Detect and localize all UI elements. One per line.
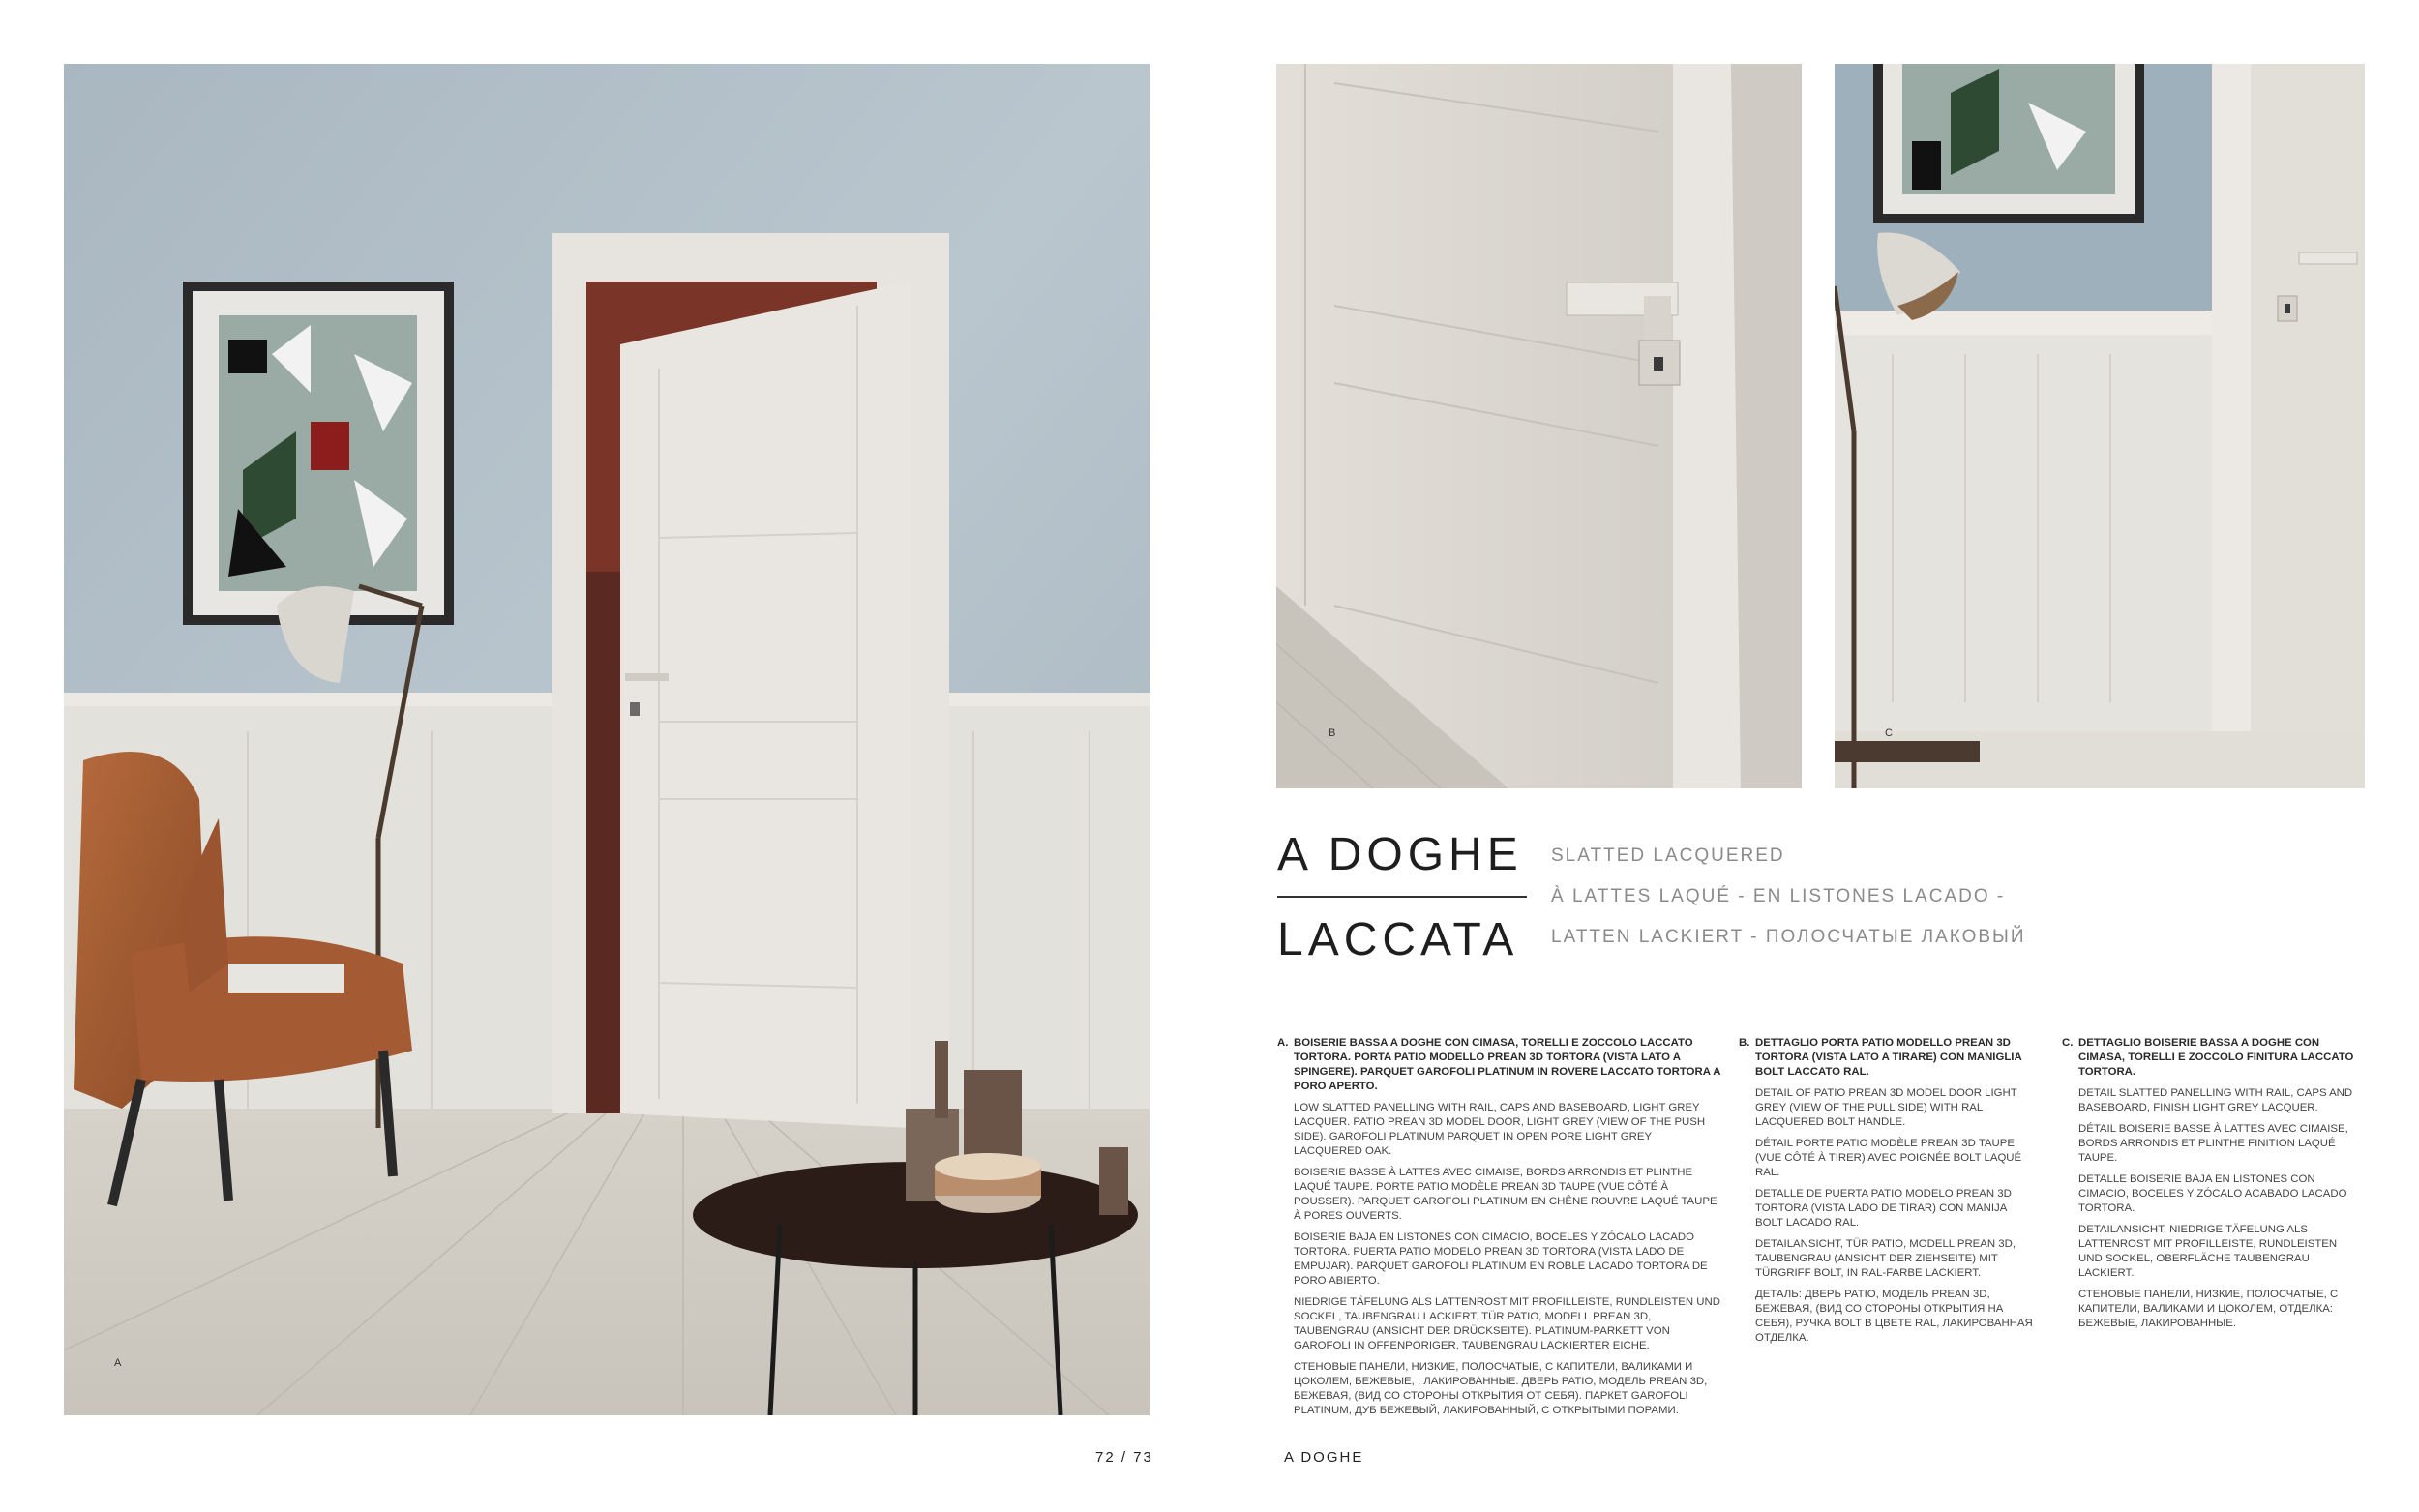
caption-paragraph: DÉTAIL BOISERIE BASSE À LATTES AVEC CIMAISE, BORDS ARRONDIS ET PLINTHE FINITION LAQUÉ TAUPE. [2078, 1123, 2348, 1164]
caption-key-c: C. [2062, 1037, 2074, 1049]
section-label: A DOGHE [1284, 1449, 1364, 1466]
caption-column-a [1277, 1036, 1722, 1425]
subtitle-english: SLATTED LACQUERED [1551, 845, 1785, 866]
caption-paragraph: LOW SLATTED PANELLING WITH RAIL, CAPS AND BASEBOARD, LIGHT GREY LACQUER. PATIO PREAN 3D MODEL DOOR, LIGHT GREY (VIEW OF THE PUSH SIDE). GAROFOLI PLATINUM PARQUET IN OPEN PORE LIGHT GREY LACQUERED OAK. [1294, 1102, 1706, 1157]
caption-paragraph: DETAIL SLATTED PANELLING WITH RAIL, CAPS AND BASEBOARD, FINISH LIGHT GREY LACQUER. [2078, 1087, 2353, 1113]
caption-heading-text-a: BOISERIE BASSA A DOGHE CON CIMASA, TORELLI E ZOCCOLO LACCATO TORTORA. PORTA PATIO MODELLO PREAN 3D TORTORA (VISTA LATO A SPINGERE). PARQUET GAROFOLI PLATINUM IN ROVERE LACCATO TORTORA A PORO APERTO. [1294, 1037, 1721, 1092]
caption-paragraph: ДЕТАЛЬ: ДВЕРЬ PATIO, МОДЕЛЬ PREAN 3D, БЕЖЕВАЯ, (ВИД СО СТОРОНЫ ОТКРЫТИЯ НА СЕБЯ), РУЧКА BOLT В ЦВЕТЕ RAL, ЛАКИРОВАННАЯ ОТДЕЛКА. [1755, 1289, 2033, 1344]
title-line-2: LACCATA [1277, 914, 1519, 965]
photo-b-image [1276, 64, 1802, 788]
caption-key-b: B. [1739, 1037, 1750, 1049]
caption-paragraph: BOISERIE BAJA EN LISTONES CON CIMACIO, BOCELES Y ZÓCALO LACADO TORTORA. PUERTA PATIO MODELO PREAN 3D TORTORA (VISTA LADO DE EMPUJAR). PARQUET GAROFOLI PLATINUM EN ROBLE LACADO TORTORA DE PORO ABIERTO. [1294, 1231, 1708, 1287]
caption-paragraph: СТЕНОВЫЕ ПАНЕЛИ, НИЗКИЕ, ПОЛОСЧАТЫЕ, С КАПИТЕЛИ, ВАЛИКАМИ И ЦОКОЛЕМ, БЕЖЕВЫЕ, , ЛАКИРОВАННЫЕ. ДВЕРЬ PATIO, МОДЕЛЬ PREAN 3D, БЕЖЕВАЯ, (ВИД СО СТОРОНЫ ОТКРЫТИЯ ОТ СЕБЯ). ПАРКЕТ GAROFOLI PLATINUM, ДУБ БЕЖЕВЫЙ, ЛАКИРОВАННЫЙ, С ОТКРЫТЫМИ ПОРАМИ. [1294, 1361, 1708, 1416]
caption-column-b [1739, 1036, 2035, 1352]
caption-heading-a [1277, 1036, 1722, 1094]
caption-paragraph: NIEDRIGE TÄFELUNG ALS LATTENROST MIT PROFILLEISTE, RUNDLEISTEN UND SOCKEL, TAUBENGRAU LACKIERT. TÜR PATIO, MODELL PREAN 3D, TAUBENGRAU (ANSICHT DER DRÜCKSEITE). PLATINUM-PARKETT VON GAROFOLI IN OFFENPORIGER, TAUBENGRAU LACKIERTER EICHE. [1294, 1296, 1720, 1351]
caption-heading-c [2062, 1036, 2358, 1080]
photo-c [1835, 64, 2365, 788]
caption-key-a: A. [1277, 1037, 1289, 1049]
caption-paragraph: DETALLE BOISERIE BAJA EN LISTONES CON CIMACIO, BOCELES Y ZÓCALO ACABADO LACADO TORTORA. [2078, 1173, 2347, 1214]
photo-a-letter: A [114, 1357, 123, 1369]
subtitle-list [1551, 845, 2026, 967]
caption-paragraph: DETAILANSICHT, NIEDRIGE TÄFELUNG ALS LATTENROST MIT PROFILLEISTE, RUNDLEISTEN UND SOCKEL, OBERFLÄCHE TAUBENGRAU LACKIERT. [2078, 1224, 2338, 1279]
photo-b [1276, 64, 1802, 788]
title-block [1277, 829, 1529, 965]
title-line-1: A DOGHE [1277, 829, 1523, 880]
subtitle-german-russian: LATTEN LACKIERT - ПОЛОСЧАТЫЕ ЛАКОВЫЙ [1551, 927, 2026, 947]
caption-paragraph: DETALLE DE PUERTA PATIO MODELO PREAN 3D TORTORA (VISTA LADO DE TIRAR) CON MANIJA BOLT LACADO RAL. [1755, 1188, 2012, 1229]
caption-paragraph: DETAILANSICHT, TÜR PATIO, MODELL PREAN 3D, TAUBENGRAU (ANSICHT DER ZIEHSEITE) MIT TÜRGRIFF BOLT, IN RAL-FARBE LACKIERT. [1755, 1238, 2016, 1279]
photo-c-letter: C [1885, 727, 1894, 739]
caption-heading-text-c: DETTAGLIO BOISERIE BASSA A DOGHE CON CIMASA, TORELLI E ZOCCOLO FINITURA LACCATO TORTORA. [2078, 1037, 2354, 1078]
caption-paragraph: СТЕНОВЫЕ ПАНЕЛИ, НИЗКИЕ, ПОЛОСЧАТЫЕ, С КАПИТЕЛИ, ВАЛИКАМИ И ЦОКОЛЕМ, ОТДЕЛКА: БЕЖЕВЫЕ, ЛАКИРОВАННЫЕ. [2078, 1289, 2339, 1329]
caption-heading-text-b: DETTAGLIO PORTA PATIO MODELLO PREAN 3D TORTORA (VISTA LATO A TIRARE) CON MANIGLIA BOLT LACCATO RAL. [1755, 1037, 2022, 1078]
photo-c-image [1835, 64, 2365, 788]
caption-heading-b [1739, 1036, 2035, 1080]
subtitle-french-spanish: À LATTES LAQUÉ - EN LISTONES LACADO - [1551, 886, 2006, 906]
photo-a [64, 64, 1150, 1415]
page-number: 72 / 73 [1095, 1449, 1153, 1466]
caption-column-c [2062, 1036, 2358, 1338]
photo-b-letter: B [1329, 727, 1337, 739]
caption-paragraph: DÉTAIL PORTE PATIO MODÈLE PREAN 3D TAUPE (VUE CÔTÉ À TIRER) AVEC POIGNÉE BOLT LAQUÉ RAL. [1755, 1138, 2022, 1178]
caption-paragraph: BOISERIE BASSE À LATTES AVEC CIMAISE, BORDS ARRONDIS ET PLINTHE LAQUÉ TAUPE. PORTE PATIO MODÈLE PREAN 3D TAUPE (VUE CÔTÉ À POUSSER). PARQUET GAROFOLI PLATINUM EN CHÊNE ROUVRE LAQUÉ TAUPE À PORES OUVERTS. [1294, 1167, 1717, 1222]
photo-a-image [64, 64, 1150, 1415]
caption-paragraph: DETAIL OF PATIO PREAN 3D MODEL DOOR LIGHT GREY (VIEW OF THE PULL SIDE) WITH RAL LACQUERED BOLT HANDLE. [1755, 1087, 2017, 1128]
title-divider [1277, 896, 1527, 898]
